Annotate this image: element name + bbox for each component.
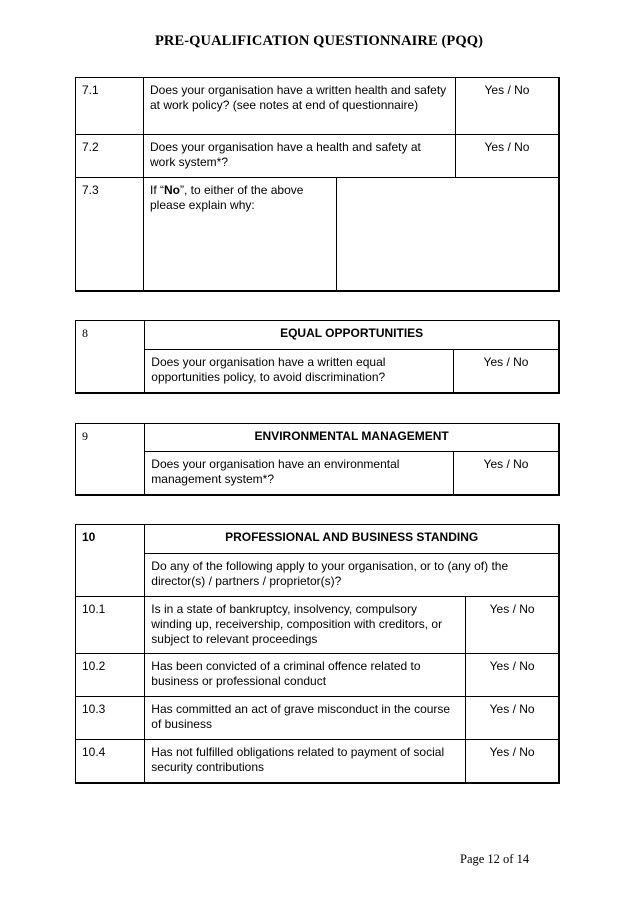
page-number: Page 12 of 14 [460,852,530,866]
table-row [76,424,560,452]
section-7-table [75,77,560,292]
question-text: Does your organisation have a written equal opportunities policy, to avoid discrimination? [145,350,454,393]
question-text: Does your organisation have a written health and safety at work policy? (see notes at end of questionnaire) [144,78,456,135]
question-emphasis: No [164,183,180,197]
question-text: Has not fulfilled obligations related to payment of social security contributions [145,740,466,783]
answer-cell[interactable]: Yes / No [466,597,559,654]
explanation-field[interactable] [337,178,560,291]
table-row [76,350,560,393]
section-10-table [75,524,560,784]
table-row [76,697,560,740]
question-text: Does your organisation have a health and safety at work system*? [144,135,456,178]
question-text: Does your organisation have an environmental management system*? [145,452,454,495]
section-heading: EQUAL OPPORTUNITIES [145,321,559,350]
answer-cell[interactable]: Yes / No [454,452,559,495]
table-row [76,654,560,697]
row-number: 7.1 [76,78,144,135]
question-text: Has committed an act of grave misconduct in the course of business [145,697,466,740]
answer-cell[interactable]: Yes / No [456,78,560,135]
answer-cell[interactable]: Yes / No [466,740,559,783]
question-text: Is in a state of bankruptcy, insolvency, compulsory winding up, receivership, composition with creditors, or subject to relevant proceedings [145,597,466,654]
section-number: 9 [76,424,145,452]
table-row [76,135,560,178]
section-heading: PROFESSIONAL AND BUSINESS STANDING [145,525,559,554]
section-heading: ENVIRONMENTAL MANAGEMENT [145,424,559,452]
section-number: 8 [76,321,145,350]
table-row [76,525,560,554]
question-prefix: If “ [150,183,164,197]
answer-cell[interactable]: Yes / No [454,350,559,393]
section-number-spacer [76,350,145,393]
section-number: 10 [76,525,145,554]
table-row [76,452,560,495]
table-row [76,740,560,783]
table-row [76,554,560,597]
row-number: 10.2 [76,654,145,697]
section-number-spacer [76,554,145,597]
section-intro: Do any of the following apply to your organisation, or to (any of) the director(s) / partners / proprietor(s)? [145,554,559,597]
table-row [76,597,560,654]
row-number: 7.3 [76,178,144,291]
answer-cell[interactable]: Yes / No [456,135,560,178]
question-suffix: ”, to either of the above please explain why: [150,183,304,212]
table-row [76,178,560,291]
answer-cell[interactable]: Yes / No [466,697,559,740]
page-title: PRE-QUALIFICATION QUESTIONNAIRE (PQQ) [154,33,484,49]
question-text [144,178,337,291]
section-8-table [75,320,560,394]
section-number-spacer [76,452,145,495]
question-text: Has been convicted of a criminal offence related to business or professional conduct [145,654,466,697]
table-row [76,78,560,135]
table-row [76,321,560,350]
row-number: 10.3 [76,697,145,740]
section-9-table [75,423,560,496]
row-number: 10.1 [76,597,145,654]
answer-cell[interactable]: Yes / No [466,654,559,697]
row-number: 10.4 [76,740,145,783]
row-number: 7.2 [76,135,144,178]
